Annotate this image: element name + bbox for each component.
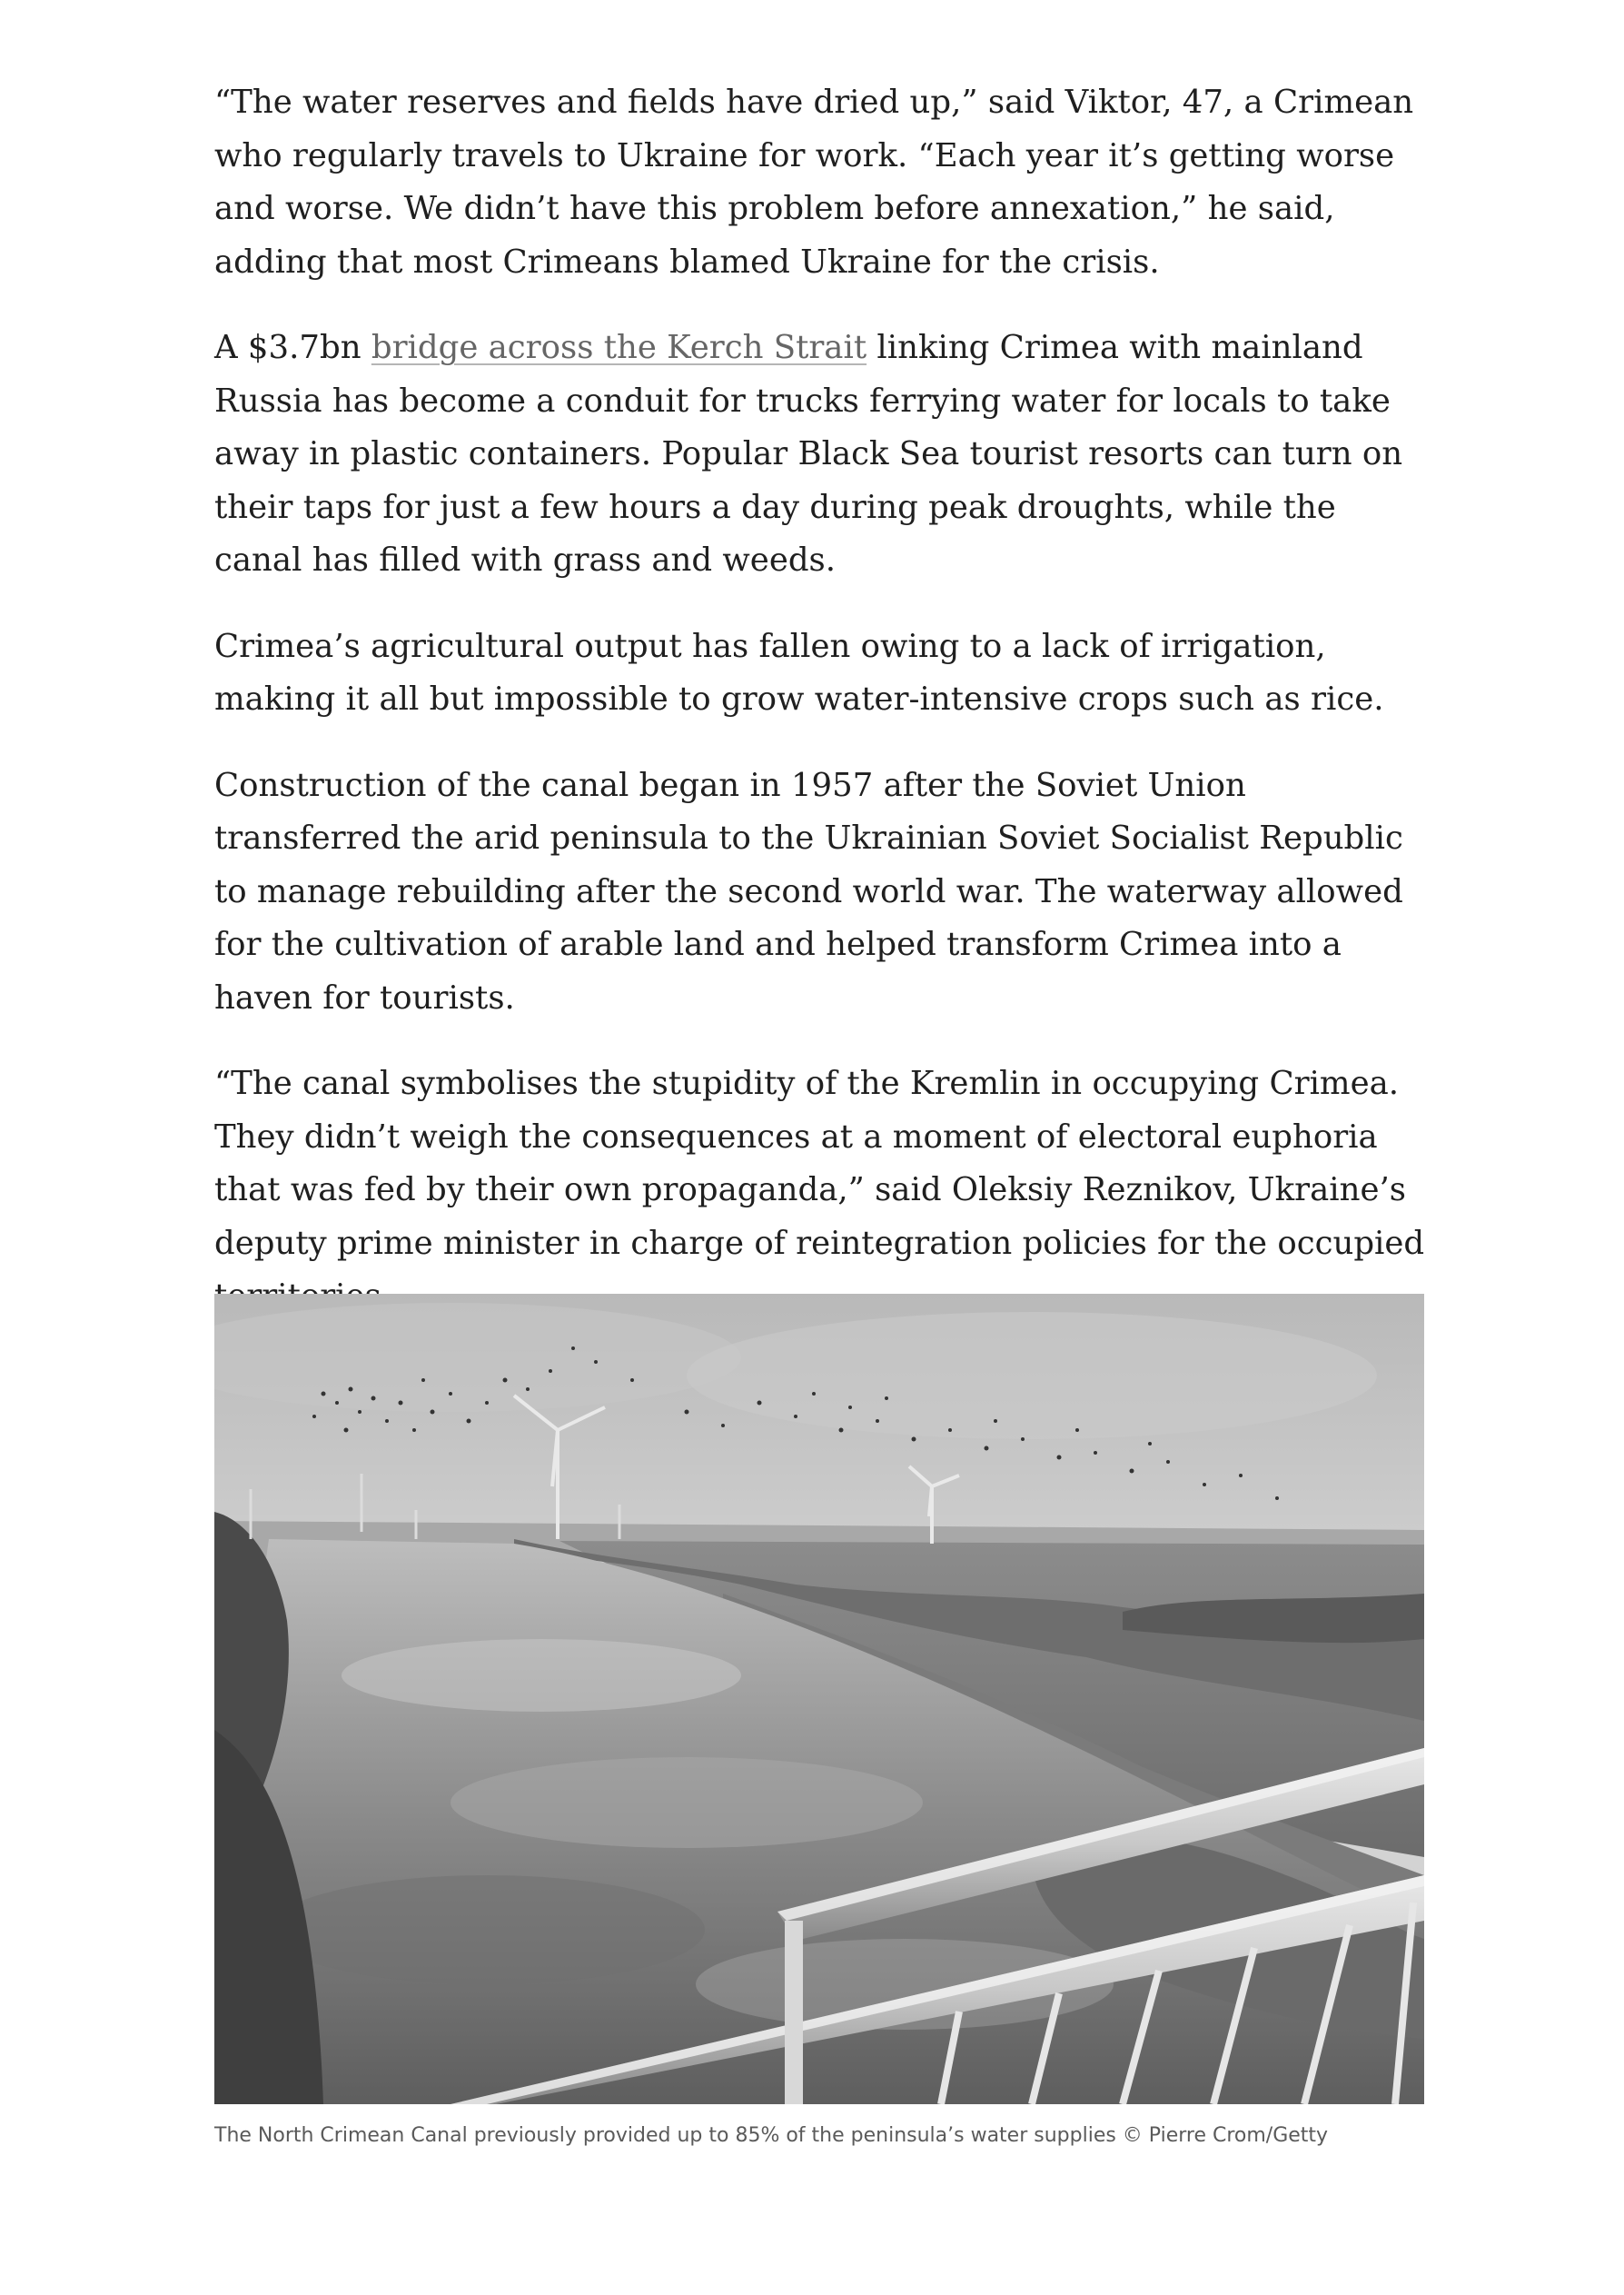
- article-figure: [214, 1294, 1424, 2150]
- paragraph-text: A $3.7bn: [214, 329, 371, 366]
- figure-caption: The North Crimean Canal previously provided up to 85% of the peninsula’s water supplies © Pierre Crom/Getty: [214, 2124, 1329, 2147]
- paragraph-kerch-bridge: [214, 322, 1431, 588]
- paragraph-reznikov-quote: “The canal symbolises the stupidity of the Kremlin in occupying Crimea. They didn’t weigh the consequences at a moment of electoral euphoria that was fed by their own propaganda,” said Oleksiy Reznikov, Ukraine’s deputy prime minister in charge of reintegration policies for the occupied: [214, 1065, 1425, 1262]
- canal-photo: [214, 1294, 1424, 2104]
- kerch-strait-bridge-link[interactable]: bridge across the Kerch Strait: [371, 329, 867, 366]
- paragraph-text: linking Crimea with mainland Russia has become a conduit for trucks ferrying water for locals to take away in plastic containers. Popular Black Sea tourist resorts can turn on their taps for just a few hours a day during peak droughts, while the canal has filled with grass and weeds.: [214, 329, 1403, 579]
- paragraph-agriculture: Crimea’s agricultural output has fallen owing to a lack of irrigation, making it all but impossible to grow water-intensive crops such as rice.: [214, 627, 1384, 718]
- article-body: [214, 76, 1431, 1442]
- paragraph-viktor-quote: “The water reserves and fields have dried up,” said Viktor, 47, a Crimean who regularly travels to Ukraine for work. “Each year it’s getting worse and worse. We didn’t have this problem before annexation,” he said, adding that most Crimeans blamed Ukraine for the crisis.: [214, 84, 1414, 281]
- paragraph-construction: Construction of the canal began in 1957 after the Soviet Union transferred the arid peninsula to the Ukrainian Soviet Socialist Republic to manage rebuilding after the second world war. The waterway allowed for the cultivation of arable land and helped transform Crimea into a haven for tourists.: [214, 766, 1403, 1017]
